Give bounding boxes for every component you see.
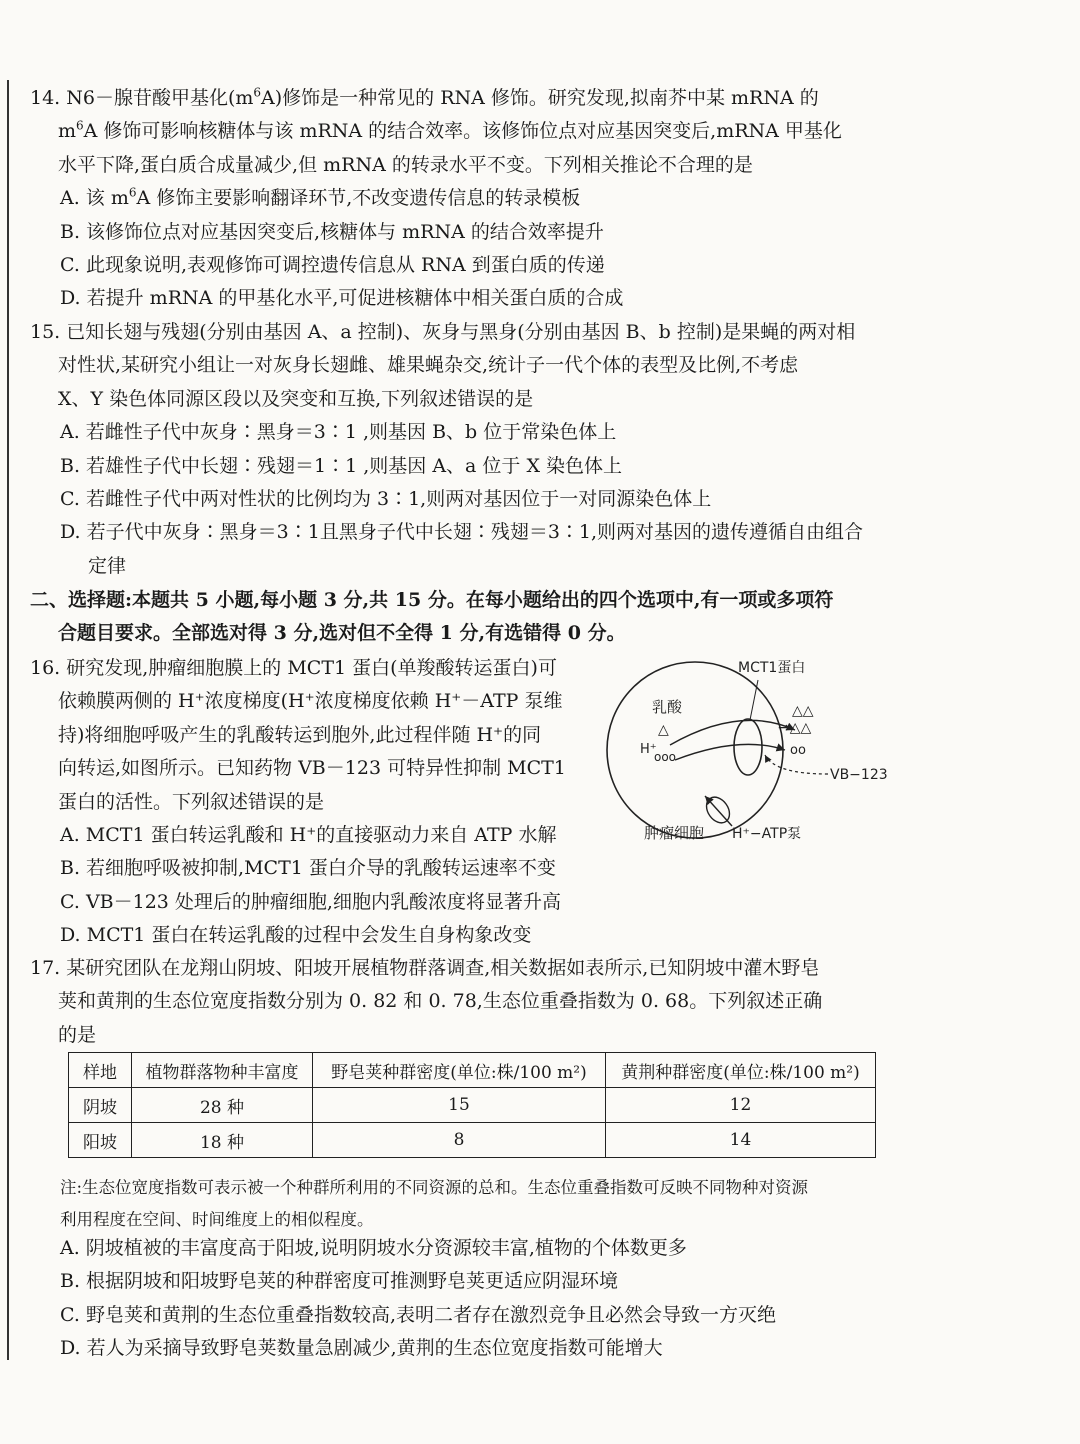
q14-option-c: C. 此现象说明,表观修饰可调控遗传信息从 RNA 到蛋白质的传递 (60, 254, 605, 277)
q14-option-a: A. 该 $m^6A$ 修饰主要影响翻译环节,不改变遗传信息的转录模板 (60, 185, 581, 210)
section-2-line-1: 二、选择题:本题共 5 小题,每小题 3 分,共 15 分。在每小题给出的四个选项中,有一项或多项符 (30, 589, 834, 611)
label-triangles-out-1: △△ (792, 703, 814, 719)
q16-stem-line-4: 向转运,如图所示。已知药物 VB－123 可特异性抑制 MCT1 (58, 757, 566, 780)
q16-stem-line-1: 16. 研究发现,肿瘤细胞膜上的 MCT1 蛋白(单羧酸转运蛋白)可 (30, 657, 557, 679)
q16-option-b: B. 若细胞呼吸被抑制,MCT1 蛋白介导的乳酸转运速率不变 (60, 857, 556, 880)
table-header-row (69, 1053, 876, 1088)
table-header-cell: 样地 (69, 1053, 132, 1088)
table-cell: 阳坡 (69, 1123, 132, 1158)
table-row (69, 1088, 876, 1123)
note-line-2: 利用程度在空间、时间维度上的相似程度。 (60, 1210, 374, 1229)
q17-options (60, 1232, 890, 1366)
table-cell: 8 (313, 1123, 606, 1158)
label-tumor-cell: 肿瘤细胞 (644, 824, 705, 842)
margin-line (7, 80, 9, 1360)
q15-option-c: C. 若雌性子代中两对性状的比例均为 3∶1,则两对基因位于一对同源染色体上 (60, 488, 712, 511)
label-triangles-out-2: →△△ (778, 720, 812, 736)
q17-stem-line-2: 荚和黄荆的生态位宽度指数分别为 0. 82 和 0. 78,生态位重叠指数为 0. 68。下列叙述正确 (58, 990, 823, 1013)
question-15 (30, 316, 890, 583)
table-cell: 15 (313, 1088, 606, 1123)
mct1-protein-shape (734, 719, 762, 775)
table-cell: 28 种 (132, 1088, 313, 1123)
label-lactate-triangle: △ (658, 722, 669, 738)
question-14 (30, 82, 890, 316)
q17-option-c: C. 野皂荚和黄荆的生态位重叠指数较高,表明二者存在激烈竞争且必然会导致一方灭绝 (60, 1303, 776, 1326)
q16-option-c: C. VB－123 处理后的肿瘤细胞,细胞内乳酸浓度将显著升高 (60, 890, 561, 913)
label-atp-pump: H⁺−ATP泵 (732, 826, 802, 842)
q17-option-d: D. 若人为采摘导致野皂荚数量急剧减少,黄荆的生态位宽度指数可能增大 (60, 1337, 663, 1360)
q15-option-d-cont: 定律 (88, 554, 127, 577)
q14-stem-line-2: $m^6A$ 修饰可影响核糖体与该 mRNA 的结合效率。该修饰位点对应基因突变后,mRNA 甲基化 (58, 119, 842, 143)
note-line-1: 注:生态位宽度指数可表示被一个种群所利用的不同资源的总和。生态位重叠指数可反映不同物种对资源 (60, 1178, 809, 1197)
q15-option-a: A. 若雌性子代中灰身∶黑身＝3∶1 ,则基因 B、b 位于常染色体上 (60, 421, 617, 444)
q17-option-b: B. 根据阴坡和阳坡野皂荚的种群密度可推测野皂荚更适应阴湿环境 (60, 1270, 619, 1293)
proton-arrow (675, 744, 785, 760)
question-16 (30, 652, 610, 953)
q14-stem-line-1: 14. N6－腺苷酸甲基化$(m^6A)$修饰是一种常见的 RNA 修饰。研究发现,拟南芥中某 mRNA 的 (30, 85, 819, 109)
q17-stem-line-3: 的是 (58, 1023, 97, 1046)
q17-stem-line-1: 17. 某研究团队在龙翔山阴坡、阳坡开展植物群落调查,相关数据如表所示,已知阴坡中灌木野皂 (30, 957, 820, 979)
q16-option-d: D. MCT1 蛋白在转运乳酸的过程中会发生自身构象改变 (60, 924, 532, 947)
table-row (69, 1123, 876, 1158)
q16-stem-line-5: 蛋白的活性。下列叙述错误的是 (58, 790, 325, 813)
q15-stem-line-2: 对性状,某研究小组让一对灰身长翅雌、雄果蝇杂交,统计子一代个体的表型及比例,不考虑 (58, 354, 799, 377)
q15-option-b: B. 若雄性子代中长翅∶残翅＝1∶1 ,则基因 A、a 位于 X 染色体上 (60, 454, 623, 477)
table-cell: 18 种 (132, 1123, 313, 1158)
q14-option-d: D. 若提升 mRNA 的甲基化水平,可促进核糖体中相关蛋白质的合成 (60, 287, 624, 310)
question-17 (30, 952, 890, 1052)
lactate-arrow (670, 720, 795, 745)
q16-stem-line-2: 依赖膜两侧的 H⁺浓度梯度(H⁺浓度梯度依赖 H⁺－ATP 泵维 (58, 690, 563, 713)
q15-option-d: D. 若子代中灰身∶黑身＝3∶1且黑身子代中长翅∶残翅＝3∶1,则两对基因的遗传遵循自由组合 (60, 521, 864, 544)
table-header-cell: 野皂荚种群密度(单位:株/100 m²) (313, 1053, 606, 1088)
section-2-line-2: 合题目要求。全部选对得 3 分,选对但不全得 1 分,有选错得 0 分。 (58, 622, 626, 645)
q15-stem-line-3: X、Y 染色体同源区段以及突变和互换,下列叙述错误的是 (58, 387, 534, 410)
mct1-diagram (600, 650, 900, 850)
mct1-pointer-line (750, 680, 758, 720)
q17-option-a: A. 阴坡植被的丰富度高于阳坡,说明阴坡水分资源较丰富,植物的个体数更多 (60, 1237, 687, 1259)
community-table (68, 1052, 876, 1158)
table-cell: 14 (606, 1123, 876, 1158)
table-cell: 12 (606, 1088, 876, 1123)
section-2-header (30, 584, 890, 651)
atp-pump-arrow (705, 796, 732, 826)
label-h-inside: H⁺ (640, 742, 657, 757)
label-oo-out: oo (790, 743, 806, 758)
q16-stem-line-3: 持)将细胞呼吸产生的乳酸转运到胞外,此过程伴随 H⁺的同 (58, 723, 542, 746)
label-ooo-inside: ooo (654, 750, 677, 764)
q14-option-b: B. 该修饰位点对应基因突变后,核糖体与 mRNA 的结合效率提升 (60, 220, 604, 243)
label-lactate: 乳酸 (652, 698, 683, 716)
q16-option-a: A. MCT1 蛋白转运乳酸和 H⁺的直接驱动力来自 ATP 水解 (60, 824, 557, 847)
table-header-cell: 植物群落物种丰富度 (132, 1053, 313, 1088)
q14-stem-line-3: 水平下降,蛋白质合成量减少,但 mRNA 的转录水平不变。下列相关推论不合理的是 (58, 153, 753, 176)
table-header-cell: 黄荆种群密度(单位:株/100 m²) (606, 1053, 876, 1088)
table-note (60, 1172, 890, 1236)
q15-stem-line-1: 15. 已知长翅与残翅(分别由基因 A、a 控制)、灰身与黑身(分别由基因 B、b 控制)是果蝇的两对相 (30, 321, 856, 343)
label-mct1: MCT1蛋白 (738, 660, 806, 676)
table-cell: 阴坡 (69, 1088, 132, 1123)
label-vb123: VB−123 (830, 767, 888, 783)
